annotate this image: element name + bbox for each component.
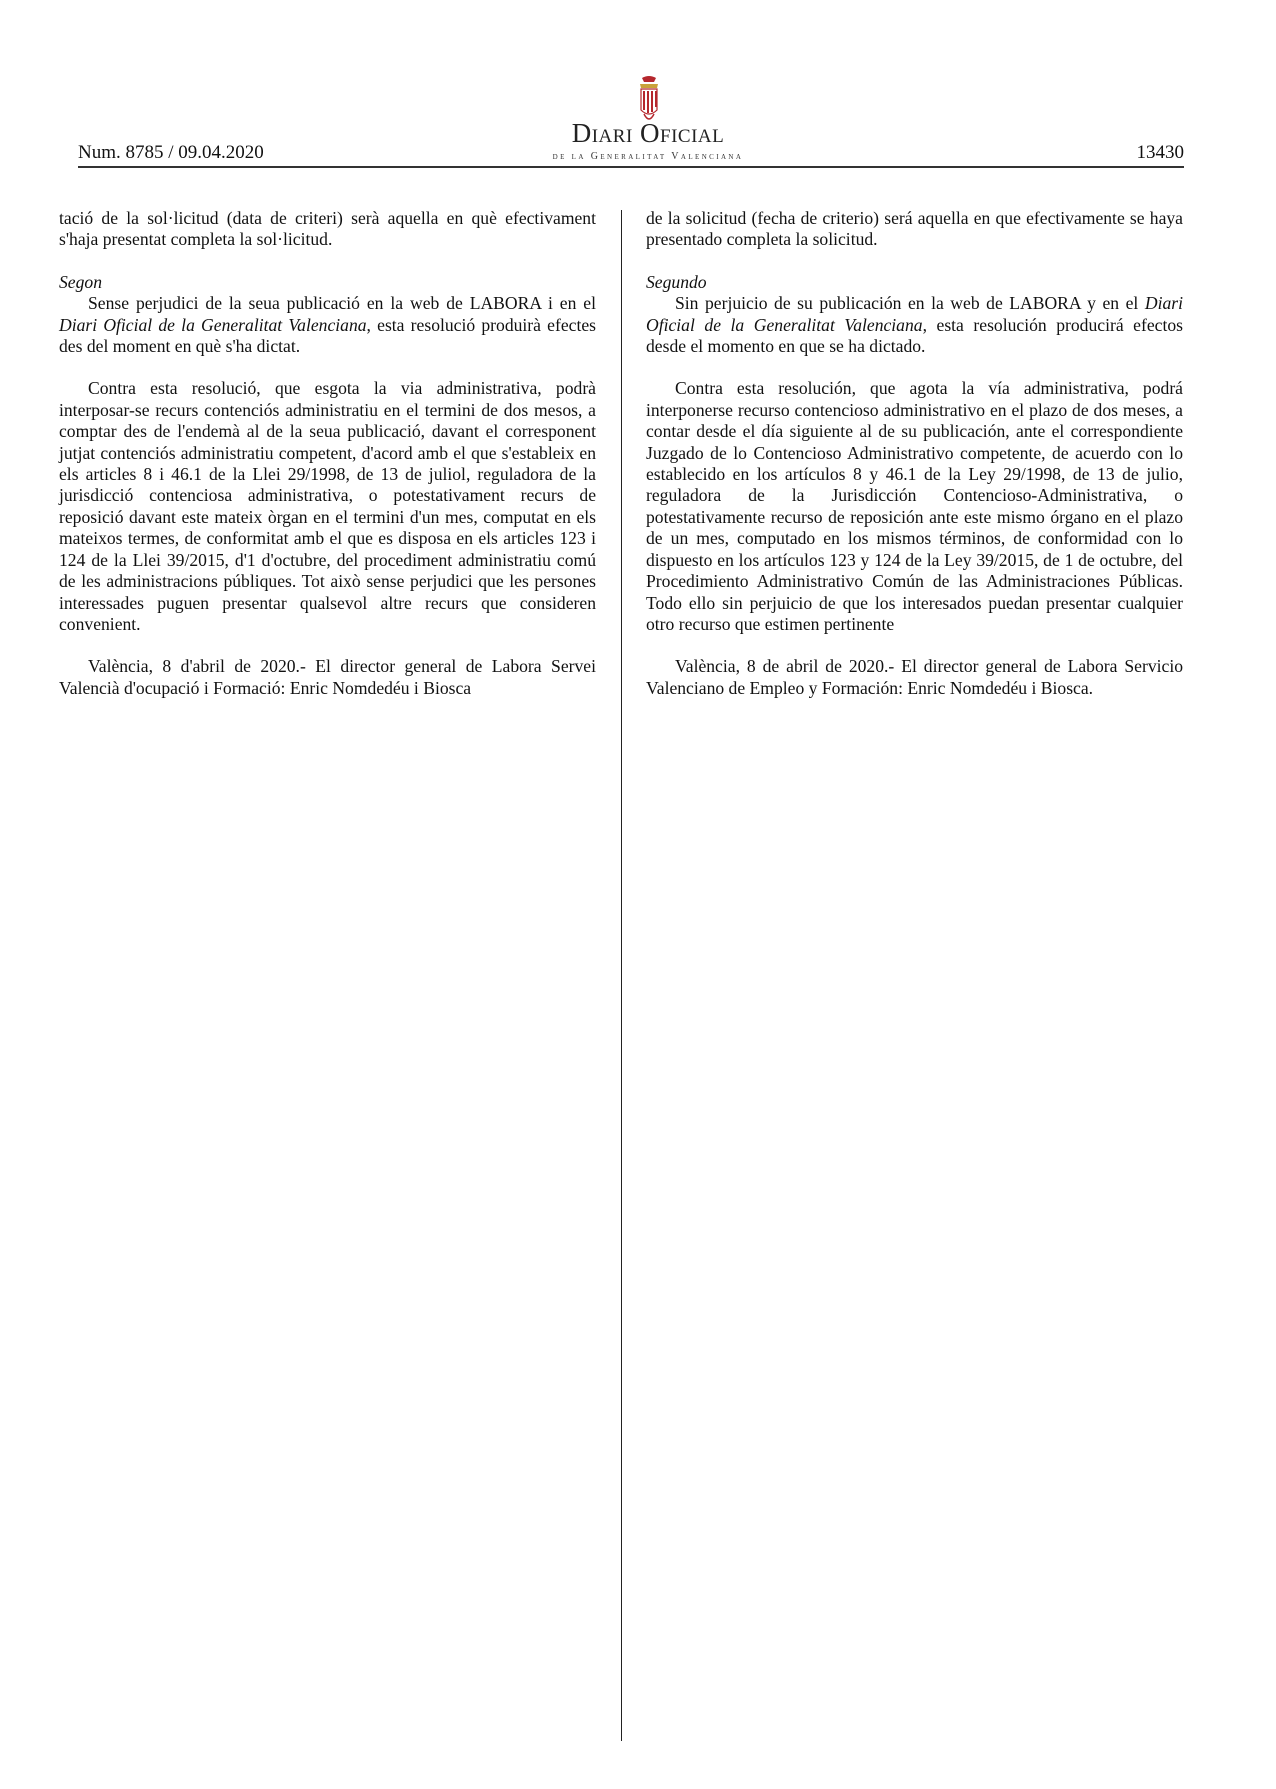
- section-heading: Segundo: [646, 271, 707, 292]
- page-header: [78, 60, 1184, 168]
- paragraph-continuation: tació de la sol·licitud (data de criteri) serà aquella en què efectivament s'haja presentat completa la sol·licitud.: [59, 208, 596, 250]
- publication-name: Diari Oficial de la Generalitat Valenciana: [59, 314, 367, 335]
- masthead: [498, 60, 798, 166]
- paragraph-appeal: Contra esta resolución, que agota la vía administrativa, podrá interponerse recurso contencioso administrativo en el plazo de dos meses, a contar desde el día siguiente al de su publicación, ante el correspondiente Juzgado de lo Contencioso Administrativo competente, de acuerdo con lo establecido en los artículos 8 y 46.1 de la Ley 29/1998, de 13 de julio, reguladora de la Jurisdicción Contencioso-Administrativa, o potestativamente recurso de reposición ante este mismo órgano en el plazo de un mes, computado en los mismos términos, de conformidad con lo dispuesto en los artículos 123 y 124 de la Ley 39/2015, de 1 de octubre, del Procedimiento Administrativo Común de las Administraciones Públicas. Todo ello sin perjuicio de que los interesados puedan presentar cualquier otro recurso que estimen pertinente: [646, 378, 1183, 634]
- section-heading: Segon: [59, 271, 102, 292]
- masthead-title: Diari Oficial: [571, 118, 725, 148]
- column-divider: [621, 210, 622, 1741]
- column-spanish: [646, 208, 1183, 699]
- paragraph-publication: Sin perjuicio de su publicación en la web de LABORA y en el Diari Oficial de la Generalitat Valenciana, esta resolución producirá efectos desde el momento en que se ha dictado.: [646, 293, 1183, 357]
- page-number: 13430: [1136, 142, 1184, 163]
- issue-number: Num. 8785 / 09.04.2020: [78, 142, 264, 163]
- paragraph-publication: Sense perjudici de la seua publicació en la web de LABORA i en el Diari Oficial de la Generalitat Valenciana, esta resolució produirà efectes des del moment en què s'ha dictat.: [59, 293, 596, 357]
- paragraph-signature: València, 8 de abril de 2020.- El director general de Labora Servicio Valenciano de Empleo y Formación: Enric Nomdedéu i Biosca.: [646, 656, 1183, 698]
- paragraph-appeal: Contra esta resolució, que esgota la via administrativa, podrà interposar-se recurs contenciós administratiu en el termini de dos mesos, a comptar des de l'endemà al de la seua publicació, davant el corresponent jutjat contenciós administratiu competent, d'acord amb el que s'estableix en els articles 8 i 46.1 de la Llei 29/1998, de 13 de juliol, reguladora de la jurisdicció contenciosa administrativa, o potestativament recurs de reposició davant este mateix òrgan en el termini d'un mes, computat en els mateixos termes, de conformitat amb el que es disposa en els articles 123 i 124 de la Llei 39/2015, d'1 d'octubre, del procediment administratiu comú de les administracions públiques. Tot això sense perjudici que les persones interessades puguen presentar qualsevol altre recurs que consideren convenient.: [59, 378, 596, 634]
- paragraph-continuation: de la solicitud (fecha de criterio) será aquella en que efectivamente se haya presentado completa la solicitud.: [646, 208, 1183, 250]
- header-rule: [78, 166, 1184, 168]
- publication-name: Diari Oficial de la Generalitat Valenciana: [646, 293, 1183, 335]
- column-valencian: [59, 208, 596, 699]
- paragraph-signature: València, 8 d'abril de 2020.- El director general de Labora Servei Valencià d'ocupació i Formació: Enric Nomdedéu i Biosca: [59, 656, 596, 698]
- masthead-subtitle: de la Generalitat Valenciana: [552, 151, 744, 162]
